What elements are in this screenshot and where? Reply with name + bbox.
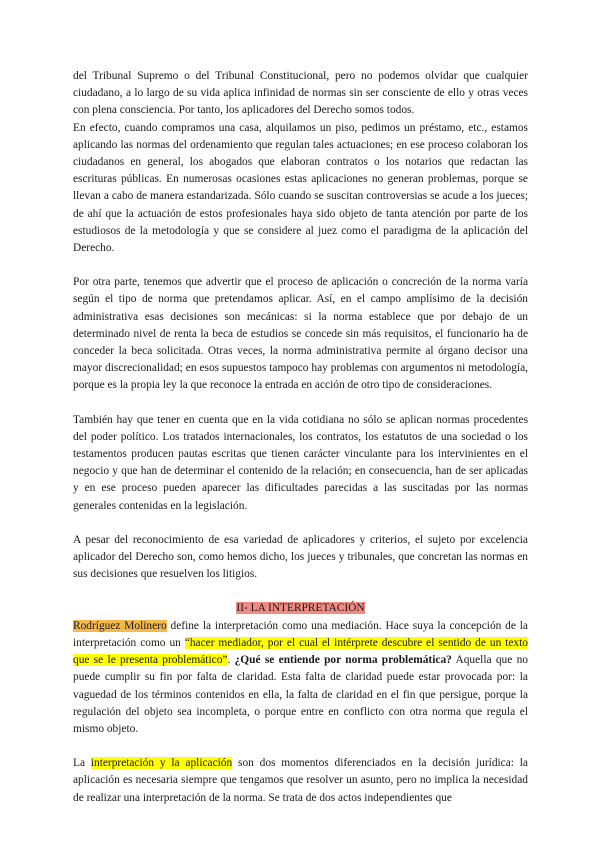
paragraph-gap bbox=[73, 257, 528, 274]
paragraph-7-text: son dos momentos diferenciados en la decisión jurídica: la aplicación es necesaria siempre que tengamos que resolver un asunto, pero no implica la necesidad de realizar una interpretación de la norma. Se trata de dos actos independientes que bbox=[73, 757, 528, 804]
section-heading-text: II- LA INTERPRETACIÓN bbox=[236, 602, 365, 615]
paragraph-1: del Tribunal Supremo o del Tribunal Constitucional, pero no podemos olvidar que cualquier ciudadano, a lo largo de su vida aplica infinidad de normas sin ser consciente de ello y otras veces con plena consciencia. Por tanto, los aplicadores del Derecho somos todos. bbox=[73, 70, 528, 117]
paragraph-4: También hay que tener en cuenta que en la vida cotidiana no sólo se aplican normas procedentes del poder político. Los tratados internacionales, los contratos, los estatutos de una sociedad o los testamentos producen pautas escritas que tienen carácter vinculante para los intervinientes en el negocio y que han de determinar el contenido de la relación; en consecuencia, han de ser aplicadas y en ese proceso pueden aparecer las dificultades parecidas a las suscitadas por las normas generales contenidas en la legislación. bbox=[73, 413, 528, 512]
paragraph-6-text-c: Aquella que no puede cumplir su fin por falta de claridad. Esta falta de claridad puede estar provocada por: la vaguedad de los términos contenidos en ella, la falta de claridad en el fin que persigue, porque la regulación del objeto sea incompleta, o porque entre en conflicto con otra norma que regula el mismo objeto. bbox=[73, 654, 529, 735]
paragraph-5: A pesar del reconocimiento de esa variedad de aplicadores y criterios, el sujeto por excelencia aplicador del Derecho son, como hemos dicho, los jueces y tribunales, que concretan las normas en sus decisiones que resuelven los litigios. bbox=[73, 533, 528, 581]
paragraph-gap bbox=[73, 395, 528, 412]
definition-quote: “hacer mediador, por el cual el intérprete descubre el sentido de un texto que se le presenta problemático” bbox=[73, 636, 528, 667]
section-heading bbox=[73, 600, 528, 617]
paragraph-6 bbox=[73, 618, 528, 738]
paragraph-7 bbox=[73, 755, 528, 807]
paragraph-6-text-b: . bbox=[227, 654, 235, 667]
paragraph-gap bbox=[73, 515, 528, 532]
key-question: ¿Qué se entiende por norma problemática? bbox=[234, 654, 452, 667]
paragraph-6-text-a: define la interpretación como una mediación. Hace suya la concepción de la interpretación como un bbox=[73, 619, 528, 649]
highlighted-phrase: interpretación y la aplicación bbox=[90, 757, 233, 770]
document-page bbox=[73, 68, 528, 807]
paragraph-gap bbox=[73, 738, 528, 755]
paragraph-3: Por otra parte, tenemos que advertir que el proceso de aplicación o concreción de la norma varía según el tipo de norma que pretendamos aplicar. Así, en el campo amplísimo de la decisión administrativa esas decisiones son mecánicas: si la norma establece que por debajo de un determinado nivel de renta la beca de estudios se concede sin más requisitos, el funcionario ha de conceder la beca solicitada. Otras veces, la norma administrativa permite al órgano decisor una mayor discrecionalidad; en esos supuestos tampoco hay problemas con argumentos ni metodología, porque es la propia ley la que reconoce la entrada en acción de otro tipo de consideraciones. bbox=[73, 276, 528, 392]
paragraph-7-lead: La bbox=[73, 757, 91, 770]
paragraph-2: En efecto, cuando compramos una casa, alquilamos un piso, pedimos un préstamo, etc., estamos aplicando las normas del ordenamiento que regulan tales actuaciones; en ese proceso colaboran los ciudadanos en general, los abogados que elaboran contratos o los notarios que redactan las escrituras públicas. En numerosas ocasiones estas aplicaciones no generan problemas, porque se llevan a cabo de manera estandarizada. Sólo cuando se suscitan controversias se acude a los jueces; de ahí que la actuación de estos profesionales haya sido objeto de tanta atención por parte de los estudiosos de la metodología y que se considere al juez como el paradigma de la aplicación del Derecho. bbox=[73, 121, 528, 255]
author-name: Rodríguez Molinero bbox=[73, 619, 167, 632]
paragraph-gap bbox=[73, 583, 528, 600]
